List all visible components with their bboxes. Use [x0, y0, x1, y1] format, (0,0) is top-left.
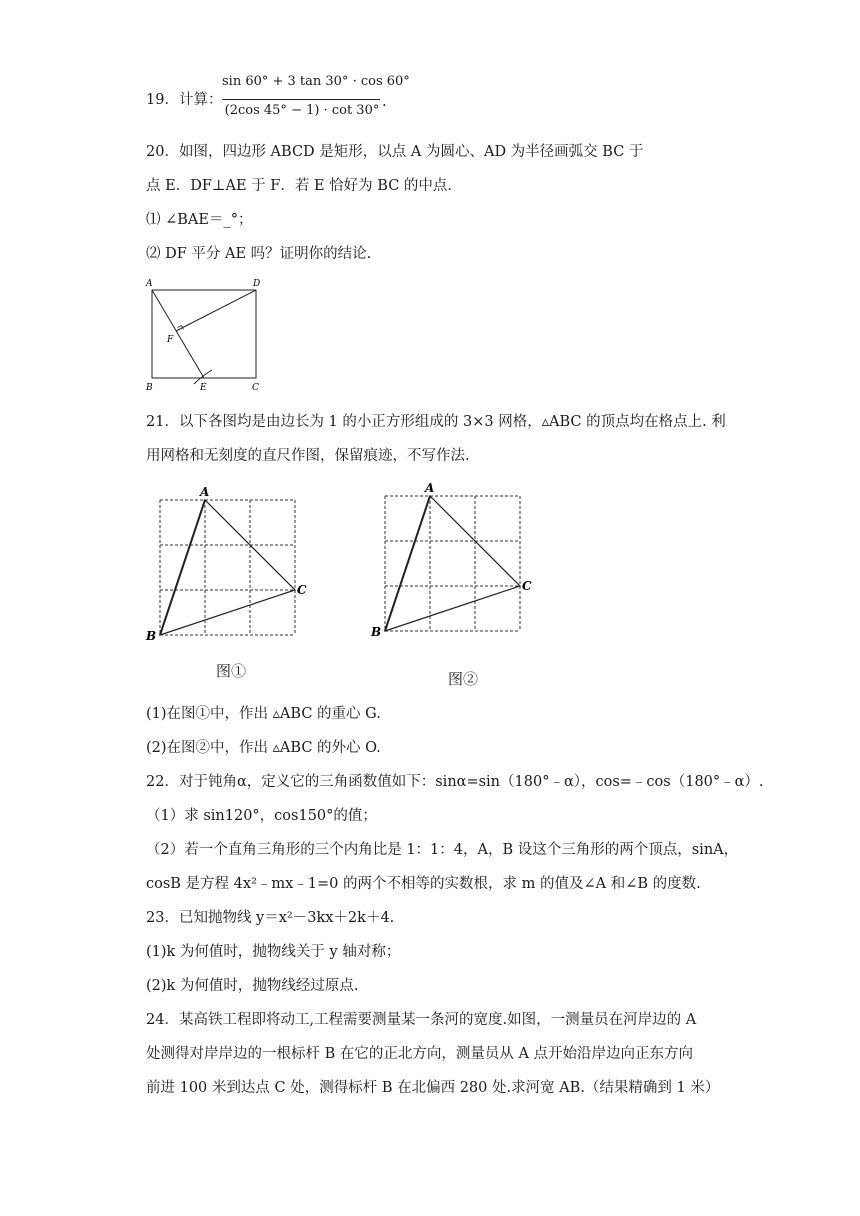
q24-line2: 处测得对岸岸边的一根标杆 B 在它的正北方向，测量员从 A 点开始沿岸边向正东方向 [146, 1046, 694, 1062]
label-b: B [146, 383, 153, 393]
q24-line1: 24．某高铁工程即将动工,工程需要测量某一条河的宽度.如图，一测量员在河岸边的 A [146, 1012, 697, 1028]
q21-part1: (1)在图①中，作出 ▵ABC 的重心 G. [146, 706, 381, 722]
grid-lines [385, 496, 520, 631]
q19-numerator: sin 60° + 3 tan 30° · cos 60° [222, 74, 410, 89]
q23-line1: 23．已知抛物线 y＝x²－3kx＋2k＋4. [146, 910, 395, 926]
q19-label: 19．计算： [146, 92, 223, 108]
q20-part2: ⑵ DF 平分 AE 吗？证明你的结论. [146, 246, 372, 262]
segment-df [176, 290, 256, 331]
vertex-b: B [371, 625, 382, 639]
label-a: A [146, 279, 153, 289]
q20-line2: 点 E．DF⊥AE 于 F．若 E 恰好为 BC 的中点. [146, 178, 452, 194]
triangle-abc [385, 496, 520, 631]
q19-fraction [222, 74, 410, 126]
q22-line1: 22．对于钝角α，定义它的三角函数值如下：sinα=sin（180°﹣α），cos=﹣cos（180°﹣α）. [146, 774, 764, 790]
q21-part2: (2)在图②中，作出 ▵ABC 的外心 O. [146, 740, 381, 756]
q20-line1: 20．如图，四边形 ABCD 是矩形，以点 A 为圆心、AD 为半径画弧交 BC 于 [146, 144, 644, 160]
label-f: F [167, 335, 174, 345]
q23-line3: (2)k 为何值时，抛物线经过原点. [146, 978, 359, 994]
q24-line3: 前进 100 米到达点 C 处，测得标杆 B 在北偏西 280 处.求河宽 AB.（结果精确到 1 米） [146, 1080, 720, 1096]
rectangle-abcd [152, 290, 256, 378]
q22-line2: （1）求 sin120°，cos150°的值； [146, 808, 377, 824]
q19-fraction-bar [222, 99, 380, 100]
q21-grid-figure-1 [140, 476, 320, 646]
q20-part1: ⑴ ∠BAE＝_°； [146, 212, 253, 228]
side-ab [160, 500, 205, 635]
vertex-c: C [297, 583, 307, 597]
vertex-b: B [146, 629, 157, 643]
segment-ae [152, 290, 204, 378]
q21-grid-figure-2 [366, 472, 546, 642]
side-ab [385, 496, 430, 631]
q22-line3: （2）若一个直角三角形的三个内角比是 1：1：4，A，B 设这个三角形的两个顶点，sinA， [146, 842, 739, 858]
q19-tail: . [382, 94, 387, 110]
vertex-a: A [425, 481, 435, 495]
vertex-a: A [200, 485, 210, 499]
grid-lines [160, 500, 295, 635]
vertex-c: C [522, 579, 532, 593]
q21-line1: 21．以下各图均是由边长为 1 的小正方形组成的 3×3 网格，▵ABC 的顶点均在格点上. 利 [146, 414, 726, 430]
q23-line2: (1)k 为何值时，抛物线关于 y 轴对称； [146, 944, 401, 960]
label-d: D [253, 279, 261, 289]
q19-denominator: (2cos 45° − 1) · cot 30° [224, 103, 380, 118]
triangle-abc [160, 500, 295, 635]
label-e: E [200, 383, 207, 393]
q20-rectangle-figure [140, 272, 270, 396]
q21-line2: 用网格和无刻度的直尺作图，保留痕迹，不写作法. [146, 448, 470, 464]
fig2-caption: 图② [448, 670, 479, 688]
label-c: C [252, 383, 259, 393]
fig1-caption: 图① [216, 662, 247, 680]
q22-line4: cosB 是方程 4x²﹣mx﹣1=0 的两个不相等的实数根，求 m 的值及∠A 和∠B 的度数. [146, 876, 701, 892]
